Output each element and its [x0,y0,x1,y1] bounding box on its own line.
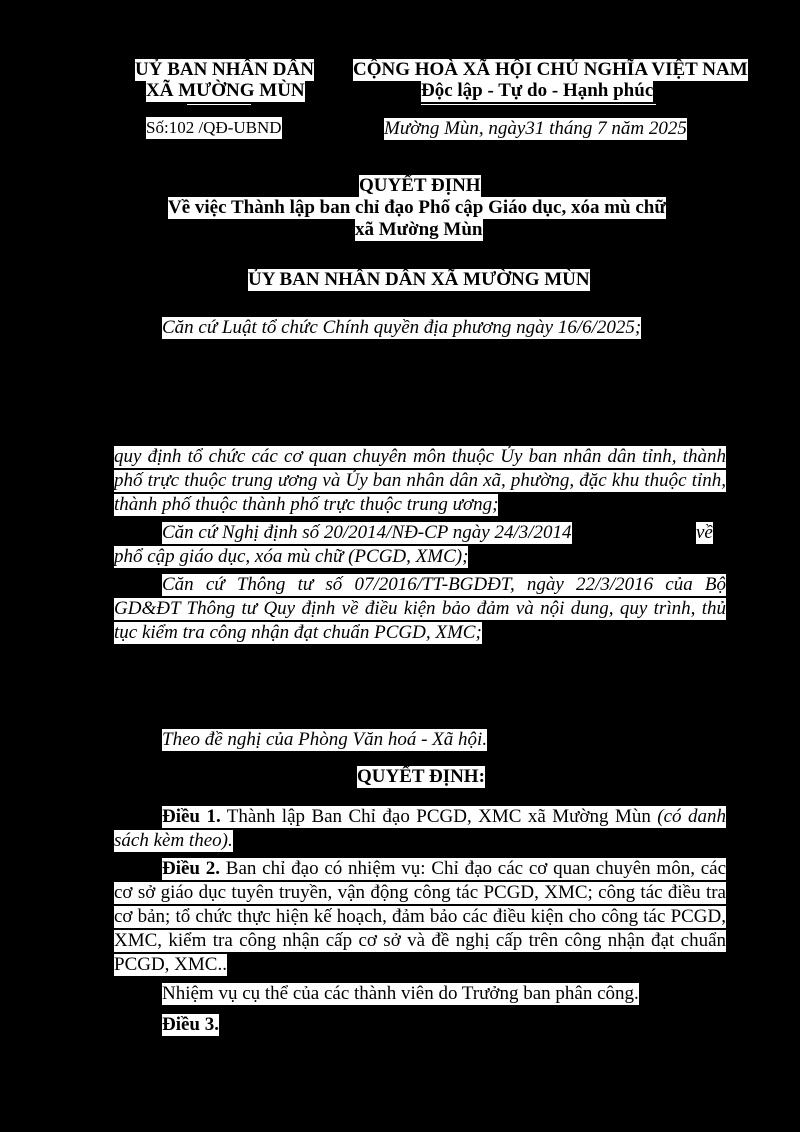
legal-basis-2-line2: phố trực thuộc trung ương và Ủy ban nhân dân xã, phường, đặc khu thuộc tỉnh, [114,470,726,491]
place-date: Mường Mùn, ngày31 tháng 7 năm 2025 [384,118,687,139]
agency-underline [187,104,251,105]
article-1-italic: (có danh [657,806,727,827]
legal-basis-2-line3: thành phố thuộc thành phố trực thuộc trung ương; [114,494,499,515]
article-2-extra: Nhiệm vụ cụ thể của các thành viên do Trưởng ban phân công. [162,983,639,1004]
nation-motto: Độc lập - Tự do - Hạnh phúc [421,80,654,101]
article-1-text: Thành lập Ban Chỉ đạo PCGD, XMC xã Mường Mùn [220,806,658,827]
decision-heading: QUYẾT ĐỊNH: [357,766,485,787]
doc-number-suffix: /QĐ-UBND [198,118,282,137]
legal-basis-2-line1: quy định tổ chức các cơ quan chuyên môn thuộc Ủy ban nhân dân tỉnh, thành [114,446,726,467]
legal-basis-4-line3: tục kiểm tra công nhận đạt chuẩn PCGD, XMC; [114,622,482,643]
legal-basis-3-tail: về [696,522,713,543]
nation-name: CỘNG HOÀ XÃ HỘI CHỦ NGHĨA VIỆT NAM [353,59,748,80]
article-2-text: Ban chỉ đạo có nhiệm vụ: Chỉ đạo các cơ quan chuyên môn, các [220,858,727,879]
article-2-line1 [162,858,726,880]
legal-basis-3-line2: phổ cập giáo dục, xóa mù chữ (PCGD, XMC); [114,546,469,567]
article-2-line2: cơ sở giáo dục tuyên truyền, vận động công tác PCGD, XMC; công tác điều tra [114,882,726,903]
doc-number [146,117,282,139]
article-2-label: Điều 2. [162,858,221,879]
motto-underline [421,104,656,105]
doc-subject-line1: Về việc Thành lập ban chỉ đạo Phổ cập Giáo dục, xóa mù chữ [168,197,666,218]
legal-basis-4-line2: GD&ĐT Thông tư Quy định về điều kiện bảo đảm và nội dung, quy trình, thủ [114,598,726,619]
doc-number-label: Số: [146,118,169,137]
agency-name-line2: XÃ MƯỜNG MÙN [146,80,305,101]
proposal-line: Theo đề nghị của Phòng Văn hoá - Xã hội. [162,729,488,750]
legal-basis-4-line1: Căn cứ Thông tư số 07/2016/TT-BGDĐT, ngày 22/3/2016 của Bộ [162,574,726,595]
article-3-label: Điều 3. [162,1014,219,1035]
article-2-line3: cơ bản; tổ chức thực hiện kế hoạch, đảm bảo các điều kiện cho công tác PCGD, [114,906,726,927]
doc-subject-line2: xã Mường Mùn [355,219,483,240]
article-2-line4: XMC, kiểm tra công nhận cấp cơ sở và đề nghị cấp trên công nhận đạt chuẩn [114,930,726,951]
article-1-label: Điều 1. [162,806,221,827]
agency-name-line1: UỶ BAN NHÂN DÂN [135,59,314,80]
article-2-line5: PCGD, XMC.. [114,954,227,975]
article-1-line1 [162,806,726,828]
issuing-authority: ỦY BAN NHÂN DÂN XÃ MƯỜNG MÙN [248,269,590,290]
doc-type-heading: QUYẾT ĐỊNH [359,175,481,196]
legal-basis-1: Căn cứ Luật tổ chức Chính quyền địa phương ngày 16/6/2025; [162,317,642,338]
doc-number-value: 102 [168,118,195,137]
legal-basis-3-line1: Căn cứ Nghị định số 20/2014/NĐ-CP ngày 24/3/2014 [162,522,572,543]
article-1-line2: sách kèm theo). [114,830,233,851]
